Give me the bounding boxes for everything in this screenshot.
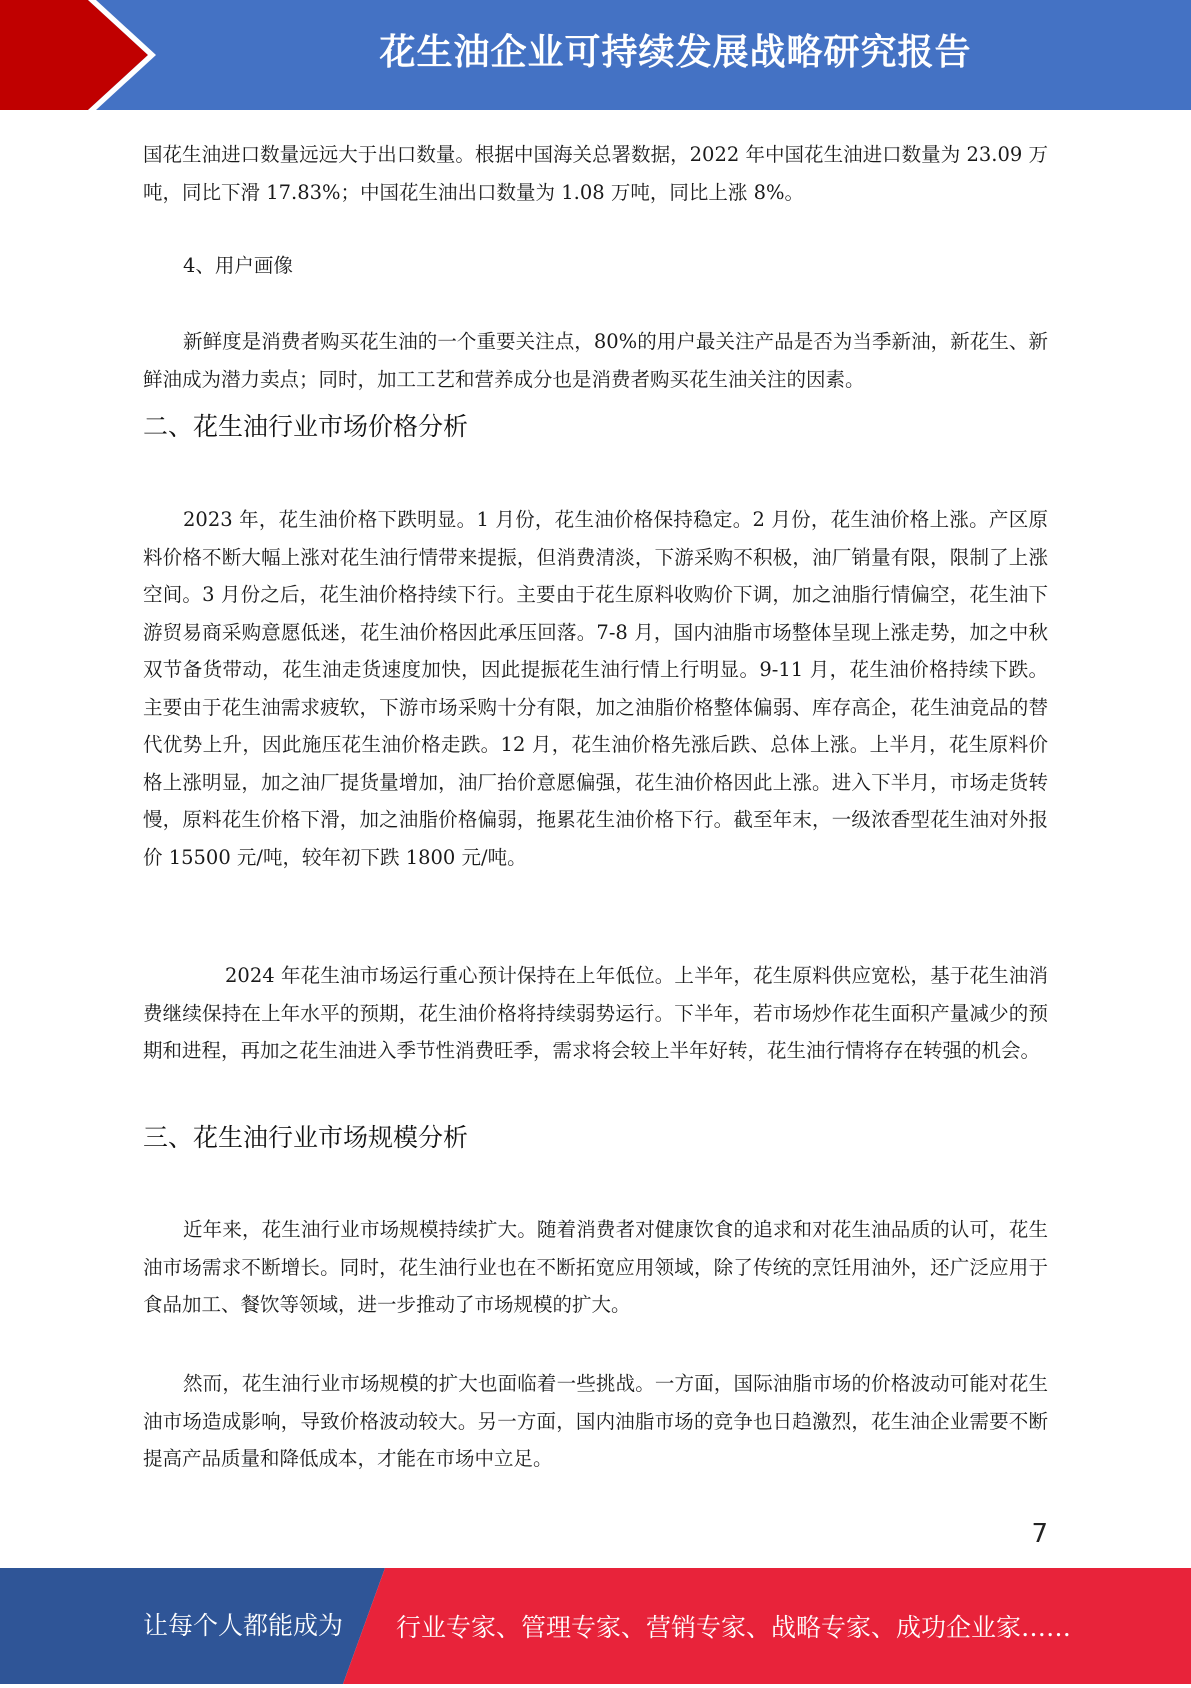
page-number: 7: [1031, 1519, 1048, 1549]
paragraph-price-2024: 2024 年花生油市场运行重心预计保持在上年低位。上半年，花生原料供应宽松，基于花生油消费继续保持在上年水平的预期，花生油价格将持续弱势运行。下半年，若市场炒作花生面积产量减少的预期和进程，再加之花生油进入季节性消费旺季，需求将会较上半年好转，花生油行情将存在转强的机会。: [143, 964, 1048, 1062]
footer-slogan-left: 让每个人都能成为: [143, 1611, 344, 1640]
section-title-market-size: 三、花生油行业市场规模分析: [143, 1123, 469, 1152]
paragraph-market-growth: 近年来，花生油行业市场规模持续扩大。随着消费者对健康饮食的追求和对花生油品质的认可，花生油市场需求不断增长。同时，花生油行业也在不断拓宽应用领域，除了传统的烹饪用油外，还广泛应用于食品加工、餐饮等领域，进一步推动了市场规模的扩大。: [143, 1218, 1048, 1316]
paragraph-market-challenges: 然而，花生油行业市场规模的扩大也面临着一些挑战。一方面，国际油脂市场的价格波动可能对花生油市场造成影响，导致价格波动较大。另一方面，国内油脂市场的竞争也日趋激烈，花生油企业需要不断提高产品质量和降低成本，才能在市场中立足。: [143, 1372, 1048, 1470]
footer-slogan-right: 行业专家、管理专家、营销专家、战略专家、成功企业家……: [396, 1613, 1072, 1642]
page-footer: [0, 1568, 1191, 1684]
subheading-user-profile: 4、用户画像: [183, 254, 293, 277]
paragraph-import-export: 国花生油进口数量远远大于出口数量。根据中国海关总署数据，2022 年中国花生油进口数量为 23.09 万吨，同比下滑 17.83%；中国花生油出口数量为 1.08 万吨，同比上涨 8%。: [143, 143, 1048, 204]
report-title: 花生油企业可持续发展战略研究报告: [379, 32, 972, 73]
paragraph-freshness: 新鲜度是消费者购买花生油的一个重要关注点，80%的用户最关注产品是否为当季新油，新花生、新鲜油成为潜力卖点；同时，加工工艺和营养成分也是消费者购买花生油关注的因素。: [143, 330, 1048, 391]
page-header: [0, 0, 1191, 110]
paragraph-price-2023: 2023 年，花生油价格下跌明显。1 月份，花生油价格保持稳定。2 月份，花生油价格上涨。产区原料价格不断大幅上涨对花生油行情带来提振，但消费清淡，下游采购不积极，油厂销量有限，限制了上涨空间。3 月份之后，花生油价格持续下行。主要由于花生原料收购价下调，加之油脂行情偏空，花生油下游贸易商采购意愿低迷，花生油价格因此承压回落。7-8 月，国内油脂市场整体呈现上涨走势，加之中秋双节备货带动，花生油走货速度加快，因此提振花生油行情上行明显。9-11 月，花生油价格持续下跌。主要由于花生油需求疲软，下游市场采购十分有限，加之油脂价格整体偏弱、库存高企，花生油竞品的替代优势上升，因此施压花生油价格走跌。12 月，花生油价格先涨后跌、总体上涨。上半月，花生原料价格上涨明显，加之油厂提货量增加，油厂抬价意愿偏强，花生油价格因此上涨。进入下半月，市场走货转慢，原料花生价格下滑，加之油脂价格偏弱，拖累花生油价格下行。截至年末，一级浓香型花生油对外报价 15500 元/吨，较年初下跌 1800 元/吨。: [143, 508, 1048, 869]
section-title-price-analysis: 二、花生油行业市场价格分析: [143, 412, 469, 441]
